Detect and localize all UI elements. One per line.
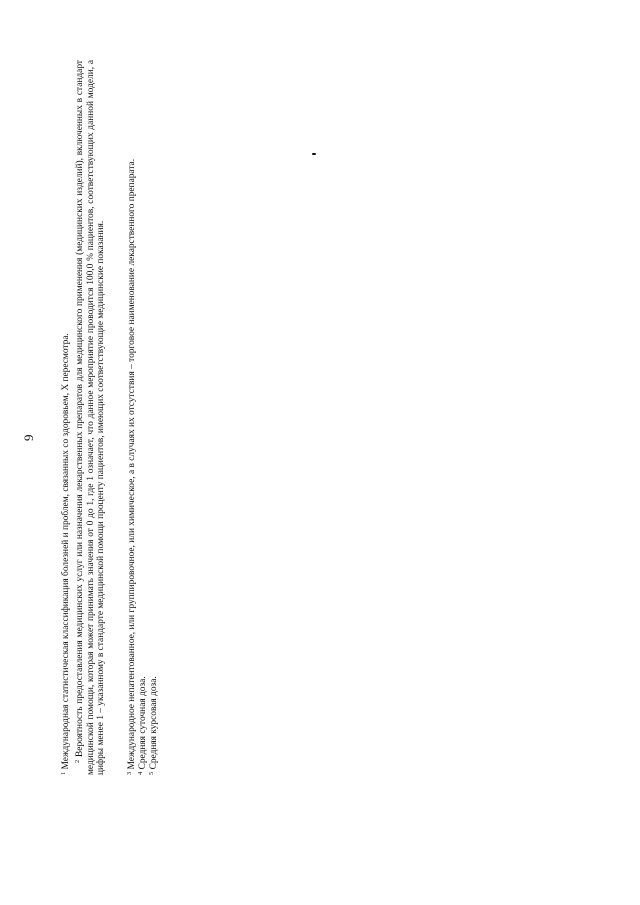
footnote-3-text: Международное непатентованное, или группировочное, или химическое, а в случаях их отсутствия – торговое наименование лекарственного препарата.: [127, 158, 137, 770]
page-number: 9: [21, 434, 36, 441]
footnote-4-mark: 4: [137, 771, 144, 775]
footnote-1: [61, 333, 72, 775]
footnote-2: [75, 60, 107, 775]
footnote-5: [149, 676, 160, 775]
scan-speck: [312, 153, 316, 155]
footnote-2-text: Вероятность предоставления медицинских услуг или назначения лекарственных препаратов для медицинского применения (медицинских изделий), включенных в стандарт медицинской помощи, которая может принимать значения от 0 до 1, где 1 означает, что данное мероприятие проводится 100,0 % пациентов, соответствующих данной модели, а цифры менее 1 – указанному в стандарте медицинской помощи проценту пациентов, имеющих соответствующие медицинские показания.: [75, 59, 107, 775]
footnote-3-mark: 3: [126, 771, 133, 775]
footnote-4-text: Средняя суточная доза.: [138, 676, 148, 770]
footnote-4: [138, 676, 149, 775]
footnote-1-text: Международная статистическая классификация болезней и проблем, связанных со здоровьем, X пересмотра.: [61, 333, 71, 770]
footnote-5-text: Средняя курсовая доза.: [149, 676, 159, 770]
footnote-3: [127, 159, 138, 775]
footnote-2-mark: 2: [74, 759, 81, 763]
footnote-5-mark: 5: [148, 771, 155, 775]
footnote-1-mark: 1: [60, 771, 67, 775]
